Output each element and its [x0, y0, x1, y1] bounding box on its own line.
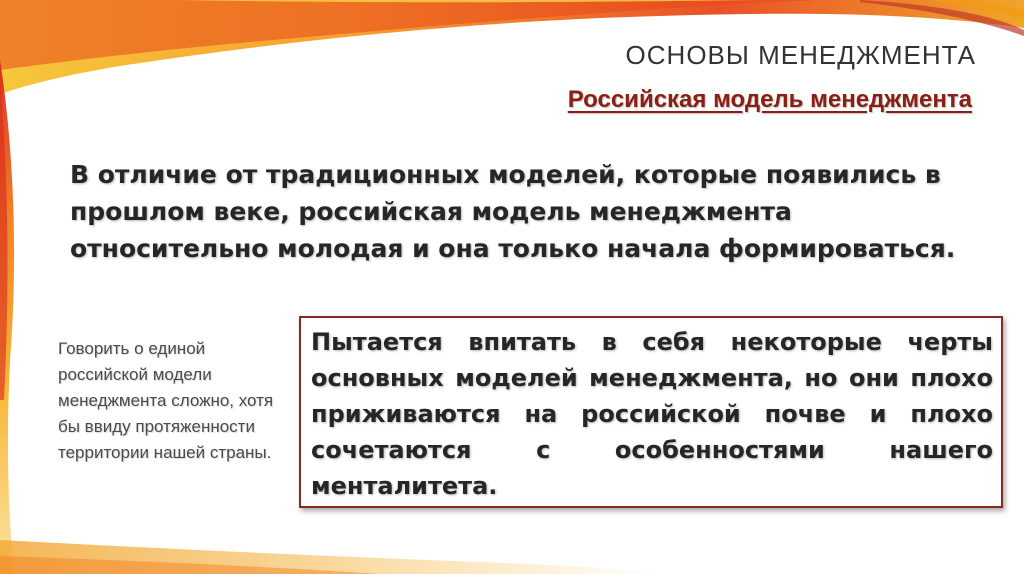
highlight-box [299, 316, 1003, 508]
highlight-box-text: Пытается впитать в себя некоторые черты основных моделей менеджмента, но они плохо приживаются на российской почве и плохо сочетаются с особенностями нашего менталитета. [311, 328, 993, 500]
slide-title: ОСНОВЫ МЕНЕДЖМЕНТА [625, 40, 976, 70]
slide-subtitle: Российская модель менеджмента [567, 86, 972, 113]
lead-paragraph: В отличие от традиционных моделей, которые появились в прошлом веке, российская модель менеджмента относительно молодая и она только начала формироваться. [70, 160, 956, 263]
side-note: Говорить о единой российской модели менеджмента сложно, хотя бы ввиду протяженности территории нашей страны. [58, 339, 274, 462]
